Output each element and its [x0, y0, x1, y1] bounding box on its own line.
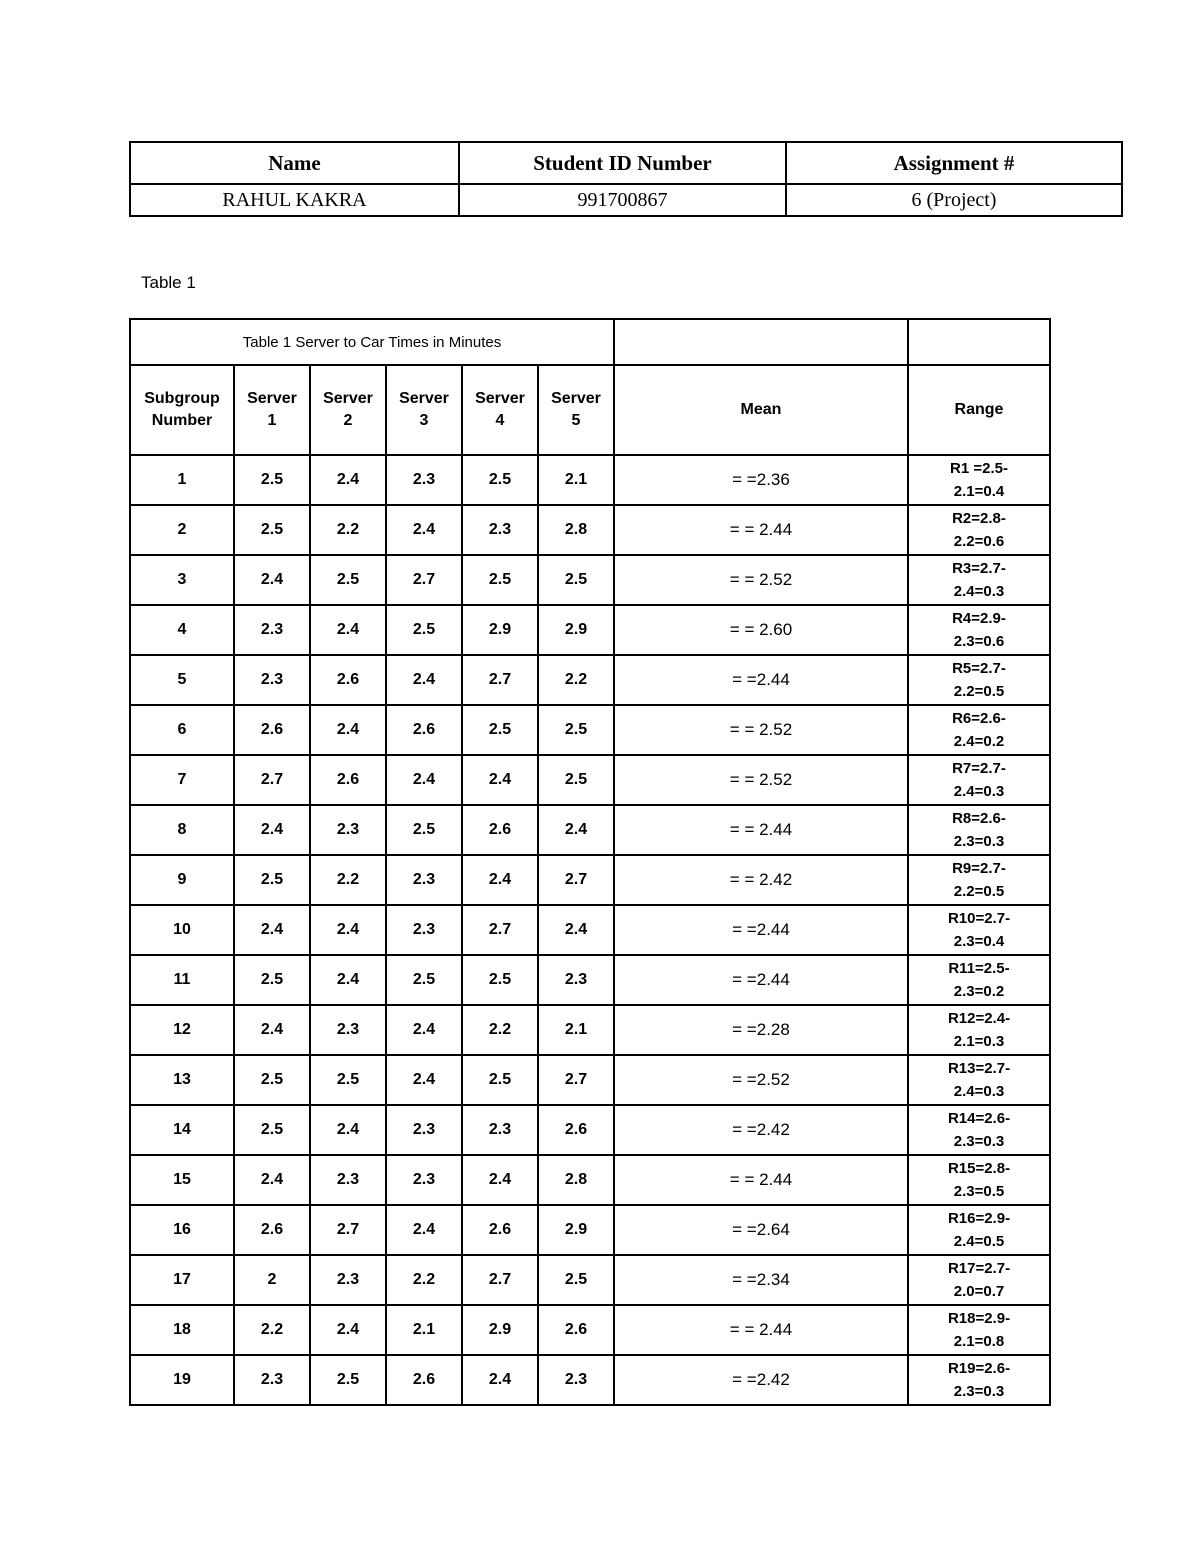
mean-value: = =2.42 — [614, 1355, 908, 1405]
server-1-time: 2.6 — [234, 705, 310, 755]
range-line-1: R8=2.6- — [952, 810, 1006, 827]
server-4-time: 2.9 — [462, 1305, 538, 1355]
table-row — [130, 505, 1050, 555]
subgroup-number: 7 — [130, 755, 234, 805]
range-line-1: R4=2.9- — [952, 610, 1006, 627]
server-2-header — [310, 365, 386, 455]
server-header-number: 2 — [343, 412, 353, 429]
server-2-time: 2.4 — [310, 1305, 386, 1355]
range-line-1: R1 =2.5- — [950, 460, 1008, 477]
subgroup-number: 6 — [130, 705, 234, 755]
range-line-2: 2.4=0.5 — [953, 1233, 1005, 1250]
subgroup-number: 3 — [130, 555, 234, 605]
range-value — [908, 705, 1050, 755]
table-row — [130, 755, 1050, 805]
range-line-2: 2.2=0.5 — [953, 883, 1005, 900]
range-line-1: R15=2.8- — [947, 1160, 1011, 1177]
subgroup-number: 8 — [130, 805, 234, 855]
table-row — [130, 1005, 1050, 1055]
server-3-time: 2.4 — [386, 755, 462, 805]
range-value — [908, 855, 1050, 905]
server-4-time: 2.4 — [462, 855, 538, 905]
range-line-1: R16=2.9- — [947, 1210, 1011, 1227]
range-line-2: 2.0=0.7 — [953, 1283, 1005, 1300]
server-3-time: 2.5 — [386, 605, 462, 655]
server-2-time: 2.6 — [310, 655, 386, 705]
server-3-time: 2.3 — [386, 455, 462, 505]
range-line-2: 2.2=0.5 — [953, 683, 1005, 700]
mean-value: = =2.34 — [614, 1255, 908, 1305]
server-4-time: 2.5 — [462, 1055, 538, 1105]
range-line-2: 2.3=0.5 — [953, 1183, 1005, 1200]
subgroup-number: 15 — [130, 1155, 234, 1205]
server-3-time: 2.3 — [386, 855, 462, 905]
server-4-time: 2.5 — [462, 555, 538, 605]
server-4-time: 2.4 — [462, 755, 538, 805]
subgroup-number: 4 — [130, 605, 234, 655]
table-row — [130, 1355, 1050, 1405]
mean-value: = = 2.44 — [614, 505, 908, 555]
server-5-time: 2.3 — [538, 955, 614, 1005]
range-value — [908, 1255, 1050, 1305]
server-2-time: 2.3 — [310, 1155, 386, 1205]
server-3-time: 2.3 — [386, 1155, 462, 1205]
server-3-time: 2.6 — [386, 1355, 462, 1405]
mean-value: = =2.52 — [614, 1055, 908, 1105]
range-value — [908, 1005, 1050, 1055]
range-line-2: 2.3=0.3 — [953, 1383, 1005, 1400]
subgroup-header — [130, 365, 234, 455]
subgroup-number: 18 — [130, 1305, 234, 1355]
server-5-time: 2.7 — [538, 1055, 614, 1105]
server-5-time: 2.7 — [538, 855, 614, 905]
range-line-2: 2.1=0.4 — [953, 483, 1005, 500]
server-3-time: 2.2 — [386, 1255, 462, 1305]
server-1-header — [234, 365, 310, 455]
server-1-time: 2.4 — [234, 1155, 310, 1205]
server-4-time: 2.3 — [462, 1105, 538, 1155]
range-line-1: R5=2.7- — [952, 660, 1006, 677]
server-3-time: 2.1 — [386, 1305, 462, 1355]
range-value — [908, 455, 1050, 505]
mean-value: = = 2.44 — [614, 1305, 908, 1355]
server-3-time: 2.3 — [386, 905, 462, 955]
server-1-time: 2.6 — [234, 1205, 310, 1255]
table-caption: Table 1 — [141, 273, 196, 292]
table-row — [130, 455, 1050, 505]
table-row — [130, 655, 1050, 705]
subgroup-header-line2: Number — [151, 412, 213, 429]
server-3-time: 2.4 — [386, 505, 462, 555]
server-4-time: 2.9 — [462, 605, 538, 655]
range-value — [908, 655, 1050, 705]
server-2-time: 2.4 — [310, 605, 386, 655]
table-row — [130, 805, 1050, 855]
student-info-value-row — [130, 184, 1122, 216]
server-1-time: 2.5 — [234, 455, 310, 505]
server-5-time: 2.5 — [538, 1255, 614, 1305]
student-id-header: Student ID Number — [459, 142, 786, 184]
server-header-label: Server — [247, 390, 297, 407]
range-value — [908, 505, 1050, 555]
server-1-time: 2.5 — [234, 505, 310, 555]
empty-cell-mean-title — [614, 319, 908, 365]
mean-value: = =2.28 — [614, 1005, 908, 1055]
assignment-value: 6 (Project) — [786, 184, 1122, 216]
table-row — [130, 1205, 1050, 1255]
table-row — [130, 855, 1050, 905]
server-4-header — [462, 365, 538, 455]
server-5-time: 2.5 — [538, 555, 614, 605]
server-5-time: 2.6 — [538, 1305, 614, 1355]
subgroup-number: 12 — [130, 1005, 234, 1055]
mean-value: = =2.44 — [614, 955, 908, 1005]
server-2-time: 2.3 — [310, 1255, 386, 1305]
server-1-time: 2.4 — [234, 805, 310, 855]
mean-value: = =2.44 — [614, 655, 908, 705]
student-id-value: 991700867 — [459, 184, 786, 216]
range-value — [908, 805, 1050, 855]
range-line-1: R9=2.7- — [952, 860, 1006, 877]
server-1-time: 2.5 — [234, 1105, 310, 1155]
range-line-2: 2.4=0.3 — [953, 583, 1005, 600]
table-row — [130, 705, 1050, 755]
server-2-time: 2.4 — [310, 1105, 386, 1155]
server-4-time: 2.5 — [462, 705, 538, 755]
table-row — [130, 1305, 1050, 1355]
server-4-time: 2.2 — [462, 1005, 538, 1055]
mean-value: = =2.36 — [614, 455, 908, 505]
server-header-number: 5 — [571, 412, 581, 429]
range-value — [908, 955, 1050, 1005]
server-3-time: 2.5 — [386, 955, 462, 1005]
server-1-time: 2.4 — [234, 555, 310, 605]
subgroup-number: 2 — [130, 505, 234, 555]
server-5-time: 2.3 — [538, 1355, 614, 1405]
server-4-time: 2.4 — [462, 1355, 538, 1405]
server-1-time: 2.7 — [234, 755, 310, 805]
server-header-label: Server — [323, 390, 373, 407]
range-line-1: R10=2.7- — [947, 910, 1011, 927]
server-header-label: Server — [475, 390, 525, 407]
range-line-1: R3=2.7- — [952, 560, 1006, 577]
server-3-time: 2.4 — [386, 1005, 462, 1055]
subgroup-number: 10 — [130, 905, 234, 955]
server-4-time: 2.5 — [462, 455, 538, 505]
subgroup-number: 17 — [130, 1255, 234, 1305]
range-value — [908, 1205, 1050, 1255]
range-line-2: 2.3=0.6 — [953, 633, 1005, 650]
server-4-time: 2.3 — [462, 505, 538, 555]
server-2-time: 2.4 — [310, 455, 386, 505]
range-value — [908, 1305, 1050, 1355]
server-4-time: 2.7 — [462, 1255, 538, 1305]
server-3-time: 2.4 — [386, 1205, 462, 1255]
server-4-time: 2.4 — [462, 1155, 538, 1205]
server-4-time: 2.6 — [462, 1205, 538, 1255]
server-2-time: 2.3 — [310, 805, 386, 855]
server-header-label: Server — [399, 390, 449, 407]
server-5-time: 2.4 — [538, 905, 614, 955]
range-line-1: R12=2.4- — [947, 1010, 1011, 1027]
range-line-2: 2.1=0.3 — [953, 1033, 1005, 1050]
server-4-time: 2.6 — [462, 805, 538, 855]
server-5-time: 2.6 — [538, 1105, 614, 1155]
subgroup-header-line1: Subgroup — [144, 390, 220, 407]
mean-value: = = 2.52 — [614, 755, 908, 805]
table-row — [130, 1155, 1050, 1205]
range-value — [908, 1355, 1050, 1405]
table-row — [130, 955, 1050, 1005]
server-5-time: 2.1 — [538, 455, 614, 505]
server-5-time: 2.5 — [538, 755, 614, 805]
server-1-time: 2 — [234, 1255, 310, 1305]
table-row — [130, 1255, 1050, 1305]
server-times-table — [129, 318, 1051, 1406]
subgroup-number: 13 — [130, 1055, 234, 1105]
mean-value: = =2.64 — [614, 1205, 908, 1255]
table-row — [130, 905, 1050, 955]
server-5-time: 2.9 — [538, 1205, 614, 1255]
range-value — [908, 905, 1050, 955]
server-1-time: 2.5 — [234, 955, 310, 1005]
column-header-row — [130, 365, 1050, 455]
empty-cell-range-title — [908, 319, 1050, 365]
range-line-2: 2.3=0.4 — [953, 933, 1005, 950]
server-5-time: 2.5 — [538, 705, 614, 755]
server-1-time: 2.5 — [234, 855, 310, 905]
server-3-header — [386, 365, 462, 455]
server-3-time: 2.5 — [386, 805, 462, 855]
name-header: Name — [130, 142, 459, 184]
range-value — [908, 1105, 1050, 1155]
mean-value: = =2.44 — [614, 905, 908, 955]
range-value — [908, 755, 1050, 805]
range-value — [908, 1055, 1050, 1105]
mean-value: = = 2.42 — [614, 855, 908, 905]
range-line-1: R13=2.7- — [947, 1060, 1011, 1077]
range-line-2: 2.2=0.6 — [953, 533, 1005, 550]
server-3-time: 2.6 — [386, 705, 462, 755]
server-5-time: 2.4 — [538, 805, 614, 855]
table-row — [130, 1055, 1050, 1105]
range-line-2: 2.4=0.3 — [953, 1083, 1005, 1100]
server-2-time: 2.6 — [310, 755, 386, 805]
table-row — [130, 1105, 1050, 1155]
subgroup-number: 5 — [130, 655, 234, 705]
server-header-number: 3 — [419, 412, 429, 429]
server-3-time: 2.4 — [386, 655, 462, 705]
server-4-time: 2.7 — [462, 905, 538, 955]
server-5-header — [538, 365, 614, 455]
server-4-time: 2.7 — [462, 655, 538, 705]
mean-value: = = 2.52 — [614, 705, 908, 755]
server-2-time: 2.4 — [310, 955, 386, 1005]
mean-value: = = 2.44 — [614, 805, 908, 855]
range-header: Range — [908, 365, 1050, 455]
mean-value: = = 2.44 — [614, 1155, 908, 1205]
range-line-1: R6=2.6- — [952, 710, 1006, 727]
server-5-time: 2.9 — [538, 605, 614, 655]
server-5-time: 2.8 — [538, 505, 614, 555]
subgroup-number: 1 — [130, 455, 234, 505]
server-3-time: 2.7 — [386, 555, 462, 605]
student-info-header-row — [130, 142, 1122, 184]
server-1-time: 2.4 — [234, 1005, 310, 1055]
range-line-1: R7=2.7- — [952, 760, 1006, 777]
server-5-time: 2.8 — [538, 1155, 614, 1205]
table-row — [130, 555, 1050, 605]
mean-value: = = 2.52 — [614, 555, 908, 605]
name-value: RAHUL KAKRA — [130, 184, 459, 216]
server-header-number: 4 — [495, 412, 505, 429]
range-value — [908, 555, 1050, 605]
server-2-time: 2.4 — [310, 905, 386, 955]
server-4-time: 2.5 — [462, 955, 538, 1005]
mean-value: = =2.42 — [614, 1105, 908, 1155]
server-header-number: 1 — [267, 412, 277, 429]
server-1-time: 2.4 — [234, 905, 310, 955]
server-2-time: 2.7 — [310, 1205, 386, 1255]
server-2-time: 2.2 — [310, 505, 386, 555]
range-line-2: 2.4=0.2 — [953, 733, 1005, 750]
server-2-time: 2.5 — [310, 555, 386, 605]
range-line-1: R18=2.9- — [947, 1310, 1011, 1327]
server-2-time: 2.5 — [310, 1055, 386, 1105]
server-1-time: 2.5 — [234, 1055, 310, 1105]
range-line-2: 2.4=0.3 — [953, 783, 1005, 800]
range-line-2: 2.3=0.2 — [953, 983, 1005, 1000]
server-2-time: 2.2 — [310, 855, 386, 905]
server-2-time: 2.4 — [310, 705, 386, 755]
server-1-time: 2.3 — [234, 1355, 310, 1405]
server-2-time: 2.5 — [310, 1355, 386, 1405]
table-row — [130, 605, 1050, 655]
subgroup-number: 16 — [130, 1205, 234, 1255]
range-line-1: R17=2.7- — [947, 1260, 1011, 1277]
range-line-2: 2.3=0.3 — [953, 833, 1005, 850]
assignment-header: Assignment # — [786, 142, 1122, 184]
range-value — [908, 1155, 1050, 1205]
table-title: Table 1 Server to Car Times in Minutes — [130, 319, 614, 365]
subgroup-number: 14 — [130, 1105, 234, 1155]
mean-value: = = 2.60 — [614, 605, 908, 655]
range-line-1: R19=2.6- — [947, 1360, 1011, 1377]
student-info-table — [129, 141, 1123, 217]
subgroup-number: 11 — [130, 955, 234, 1005]
server-3-time: 2.3 — [386, 1105, 462, 1155]
server-2-time: 2.3 — [310, 1005, 386, 1055]
subgroup-number: 9 — [130, 855, 234, 905]
range-line-2: 2.3=0.3 — [953, 1133, 1005, 1150]
range-line-1: R14=2.6- — [947, 1110, 1011, 1127]
mean-header: Mean — [614, 365, 908, 455]
range-line-1: R11=2.5- — [948, 960, 1010, 977]
range-value — [908, 605, 1050, 655]
range-line-1: R2=2.8- — [952, 510, 1006, 527]
server-header-label: Server — [551, 390, 601, 407]
server-1-time: 2.3 — [234, 605, 310, 655]
server-5-time: 2.2 — [538, 655, 614, 705]
table-title-row — [130, 319, 1050, 365]
subgroup-number: 19 — [130, 1355, 234, 1405]
range-line-2: 2.1=0.8 — [953, 1333, 1005, 1350]
server-1-time: 2.3 — [234, 655, 310, 705]
server-1-time: 2.2 — [234, 1305, 310, 1355]
server-5-time: 2.1 — [538, 1005, 614, 1055]
server-3-time: 2.4 — [386, 1055, 462, 1105]
